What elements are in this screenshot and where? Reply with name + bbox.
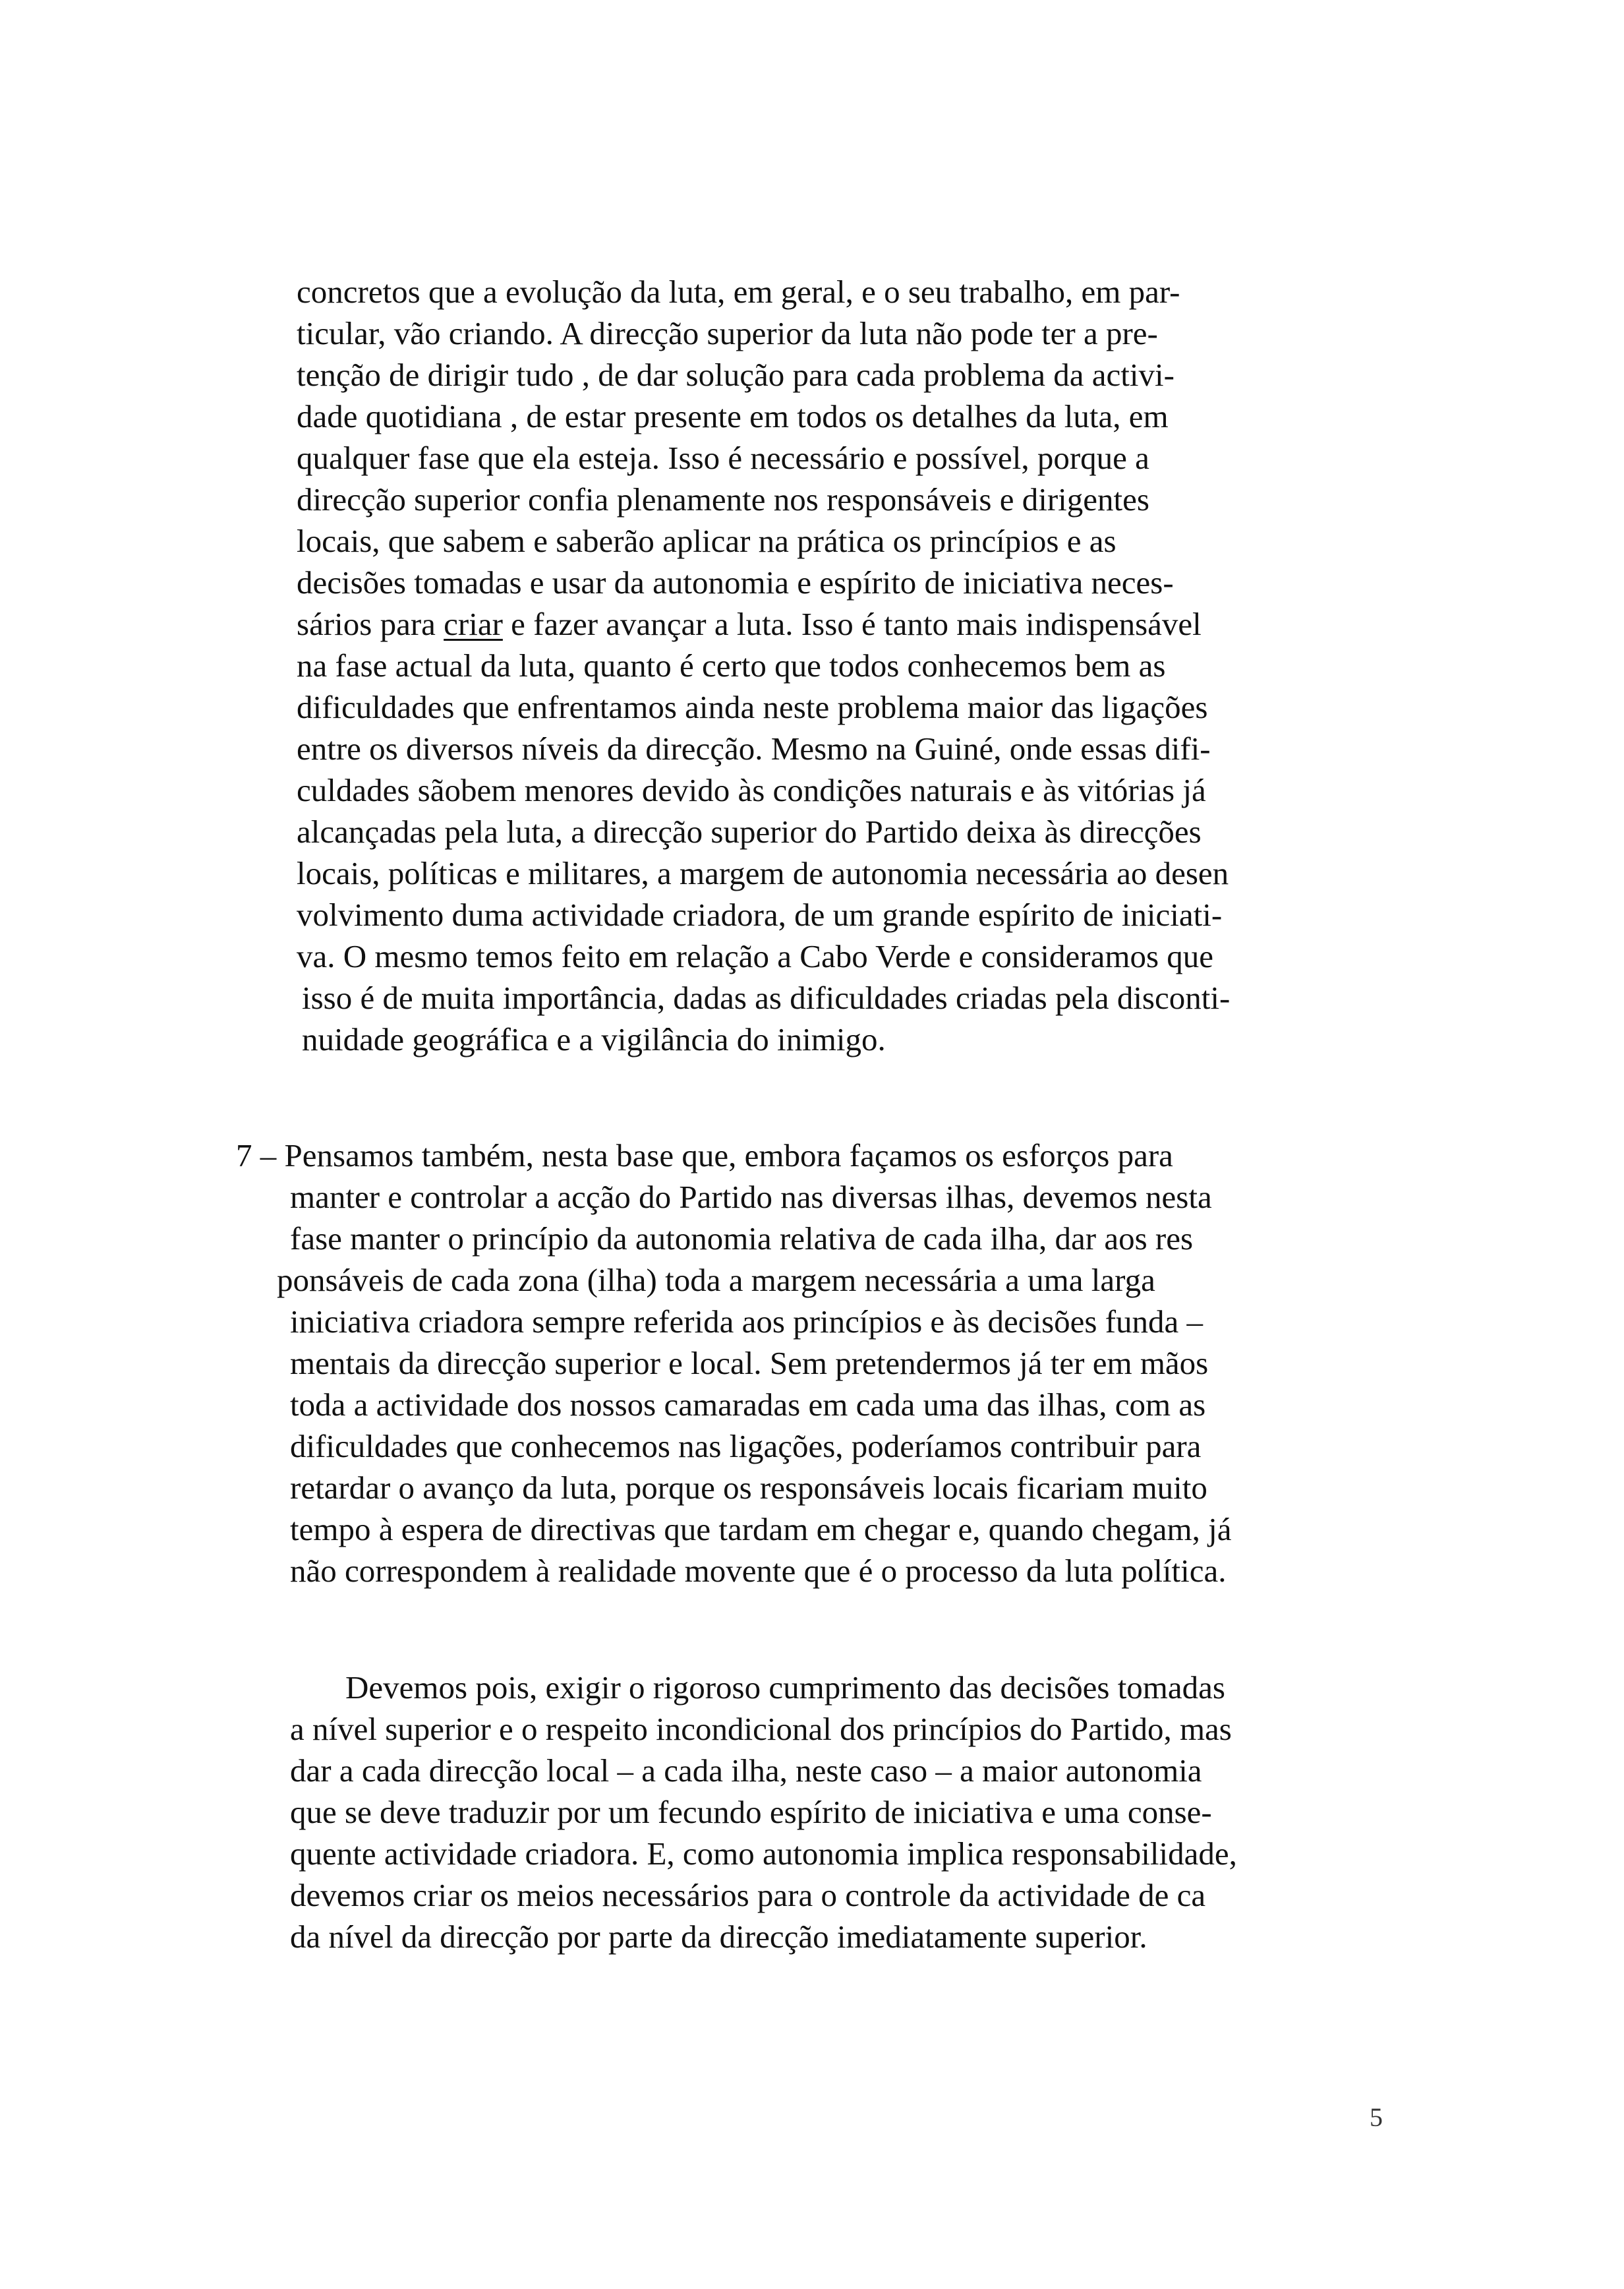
text-line: manter e controlar a acção do Partido nas diversas ilhas, devemos nesta <box>290 1179 1212 1215</box>
text-line: isso é de muita importância, dadas as dificuldades criadas pela disconti- <box>302 980 1231 1016</box>
text-line: tenção de dirigir tudo , de dar solução para cada problema da activi- <box>297 357 1174 393</box>
text-line: dade quotidiana , de estar presente em todos os detalhes da luta, em <box>297 398 1169 434</box>
text-line: toda a actividade dos nossos camaradas em cada uma das ilhas, com as <box>290 1386 1206 1423</box>
text-line: não correspondem à realidade movente que é o processo da luta política. <box>290 1553 1227 1589</box>
text-line: da nível da direcção por parte da direcção imediatamente superior. <box>290 1918 1147 1955</box>
text-line: alcançadas pela luta, a direcção superior do Partido deixa às direcções <box>297 814 1202 850</box>
text-line: quente actividade criadora. E, como autonomia implica responsabilidade, <box>290 1835 1237 1872</box>
text-line: devemos criar os meios necessários para o controle da actividade de ca <box>290 1877 1206 1913</box>
text-line: a nível superior e o respeito incondicional dos princípios do Partido, mas <box>290 1711 1232 1747</box>
text-line: dificuldades que conhecemos nas ligações, poderíamos contribuir para <box>290 1428 1202 1464</box>
text-line: 7 – Pensamos também, nesta base que, embora façamos os esforços para <box>236 1137 1173 1174</box>
text-line <box>297 605 1202 644</box>
text-line: culdades sãobem menores devido às condições naturais e às vitórias já <box>297 772 1206 808</box>
text-segment: sários para <box>297 606 444 642</box>
text-line: retardar o avanço da luta, porque os responsáveis locais ficariam muito <box>290 1470 1207 1506</box>
text-line: volvimento duma actividade criadora, de um grande espírito de iniciati- <box>297 897 1223 933</box>
text-line: mentais da direcção superior e local. Sem pretendermos já ter em mãos <box>290 1345 1209 1381</box>
text-line: va. O mesmo temos feito em relação a Cabo Verde e consideramos que <box>297 938 1214 974</box>
text-segment: e fazer avançar a luta. Isso é tanto mais indispensável <box>502 606 1202 642</box>
text-line: direcção superior confia plenamente nos responsáveis e dirigentes <box>297 481 1149 518</box>
text-line: locais, políticas e militares, a margem de autonomia necessária ao desen <box>297 855 1229 891</box>
underlined-word: criar <box>444 606 503 642</box>
text-line: entre os diversos níveis da direcção. Mesmo na Guiné, onde essas difi- <box>297 730 1211 767</box>
text-line: concretos que a evolução da luta, em geral, e o seu trabalho, em par- <box>297 274 1180 310</box>
text-line: iniciativa criadora sempre referida aos princípios e às decisões funda – <box>290 1303 1204 1340</box>
text-line: ticular, vão criando. A direcção superior da luta não pode ter a pre- <box>297 315 1158 351</box>
text-line: fase manter o princípio da autonomia relativa de cada ilha, dar aos res <box>290 1220 1194 1257</box>
text-line: ponsáveis de cada zona (ilha) toda a margem necessária a uma larga <box>277 1262 1155 1298</box>
text-line: tempo à espera de directivas que tardam em chegar e, quando chegam, já <box>290 1511 1232 1547</box>
text-line: decisões tomadas e usar da autonomia e espírito de iniciativa neces- <box>297 564 1174 601</box>
text-line: nuidade geográfica e a vigilância do inimigo. <box>302 1021 886 1057</box>
text-line: Devemos pois, exigir o rigoroso cumprimento das decisões tomadas <box>345 1669 1225 1706</box>
text-line: dificuldades que enfrentamos ainda neste problema maior das ligações <box>297 689 1208 725</box>
text-line: qualquer fase que ela esteja. Isso é necessário e possível, porque a <box>297 440 1149 476</box>
page-number: 5 <box>1370 2102 1383 2132</box>
text-line: que se deve traduzir por um fecundo espírito de iniciativa e uma conse- <box>290 1794 1212 1830</box>
text-line: locais, que sabem e saberão aplicar na prática os princípios e as <box>297 523 1116 559</box>
text-line: na fase actual da luta, quanto é certo que todos conhecemos bem as <box>297 647 1166 684</box>
text-line: dar a cada direcção local – a cada ilha, neste caso – a maior autonomia <box>290 1752 1202 1789</box>
